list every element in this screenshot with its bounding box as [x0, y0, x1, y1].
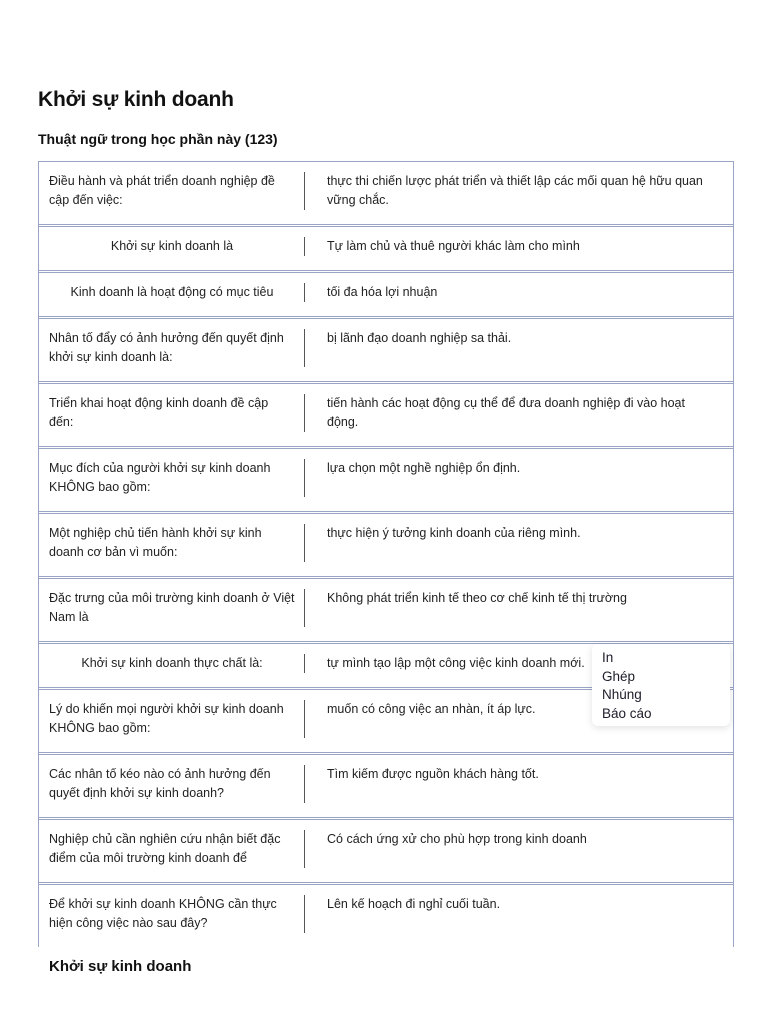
report-menu-item[interactable]: Báo cáo [602, 705, 652, 721]
term-text: Mục đích của người khởi sự kinh doanh KHÔNG bao gồm: [39, 449, 305, 511]
term-text: Nghiệp chủ cần nghiên cứu nhận biết đặc điểm của môi trường kinh doanh để [39, 820, 305, 882]
term-row[interactable] [39, 754, 733, 818]
term-text: Nhân tố đẩy có ảnh hưởng đến quyết định khởi sự kinh doanh là: [39, 319, 305, 381]
definition-text: Tự làm chủ và thuê người khác làm cho mình [327, 239, 580, 253]
definition-text: thực hiện ý tưởng kinh doanh của riêng mình. [327, 526, 581, 540]
term-text: Triển khai hoạt động kinh doanh đề cập đến: [39, 384, 305, 446]
term-text: Kinh doanh là hoạt động có mục tiêu [39, 273, 305, 316]
term-text: Lý do khiến mọi người khởi sự kinh doanh KHÔNG bao gồm: [39, 690, 305, 752]
term-row[interactable] [39, 161, 733, 225]
term-text: Khởi sự kinh doanh là [39, 227, 305, 270]
term-row[interactable] [39, 383, 733, 447]
term-row[interactable] [39, 272, 733, 317]
page-title: Khởi sự kinh doanh [38, 88, 234, 111]
definition-text: tối đa hóa lợi nhuận [327, 285, 438, 299]
term-row[interactable] [39, 819, 733, 883]
definition-text: muốn có công việc an nhàn, ít áp lực. [327, 702, 536, 716]
definition-text: Lên kế hoạch đi nghỉ cuối tuần. [327, 897, 501, 911]
print-menu-item[interactable]: In [602, 650, 614, 665]
footer-set-title: Khởi sự kinh doanh [49, 958, 192, 975]
definition-text: Không phát triển kinh tế theo cơ chế kinh tế thị trường [327, 591, 627, 605]
term-row[interactable] [39, 318, 733, 382]
term-text: Khởi sự kinh doanh thực chất là: [39, 644, 305, 687]
definition-text: tự mình tạo lập một công việc kinh doanh mới. [327, 656, 585, 670]
term-text: Để khởi sự kinh doanh KHÔNG cần thực hiện công việc nào sau đây? [39, 885, 305, 947]
term-text: Điều hành và phát triển doanh nghiệp đề cập đến việc: [39, 162, 305, 224]
term-text: Đặc trưng của môi trường kinh doanh ở Việt Nam là [39, 579, 305, 641]
term-row[interactable] [39, 884, 733, 947]
term-text: Một nghiệp chủ tiến hành khởi sự kinh doanh cơ bản vì muốn: [39, 514, 305, 576]
definition-text: thực thi chiến lược phát triển và thiết lập các mối quan hệ hữu quan vững chắc. [327, 174, 703, 207]
term-row[interactable] [39, 578, 733, 642]
terms-count-heading: Thuật ngữ trong học phần này (123) [38, 131, 278, 147]
terms-list [38, 161, 734, 947]
term-row[interactable] [39, 448, 733, 512]
definition-text: Có cách ứng xử cho phù hợp trong kinh doanh [327, 832, 587, 846]
term-text: Các nhân tố kéo nào có ảnh hưởng đến quyết định khởi sự kinh doanh? [39, 755, 305, 817]
options-popup-menu [592, 644, 730, 726]
embed-menu-item[interactable]: Nhúng [602, 687, 642, 702]
definition-text: lựa chọn một nghề nghiệp ổn định. [327, 461, 521, 475]
definition-text: Tìm kiếm được nguồn khách hàng tốt. [327, 767, 539, 781]
definition-text: bị lãnh đạo doanh nghiệp sa thải. [327, 331, 512, 345]
term-row[interactable] [39, 513, 733, 577]
definition-text: tiến hành các hoạt động cụ thể để đưa doanh nghiệp đi vào hoạt động. [327, 396, 685, 429]
combine-menu-item[interactable]: Ghép [602, 668, 636, 684]
term-row[interactable] [39, 226, 733, 271]
